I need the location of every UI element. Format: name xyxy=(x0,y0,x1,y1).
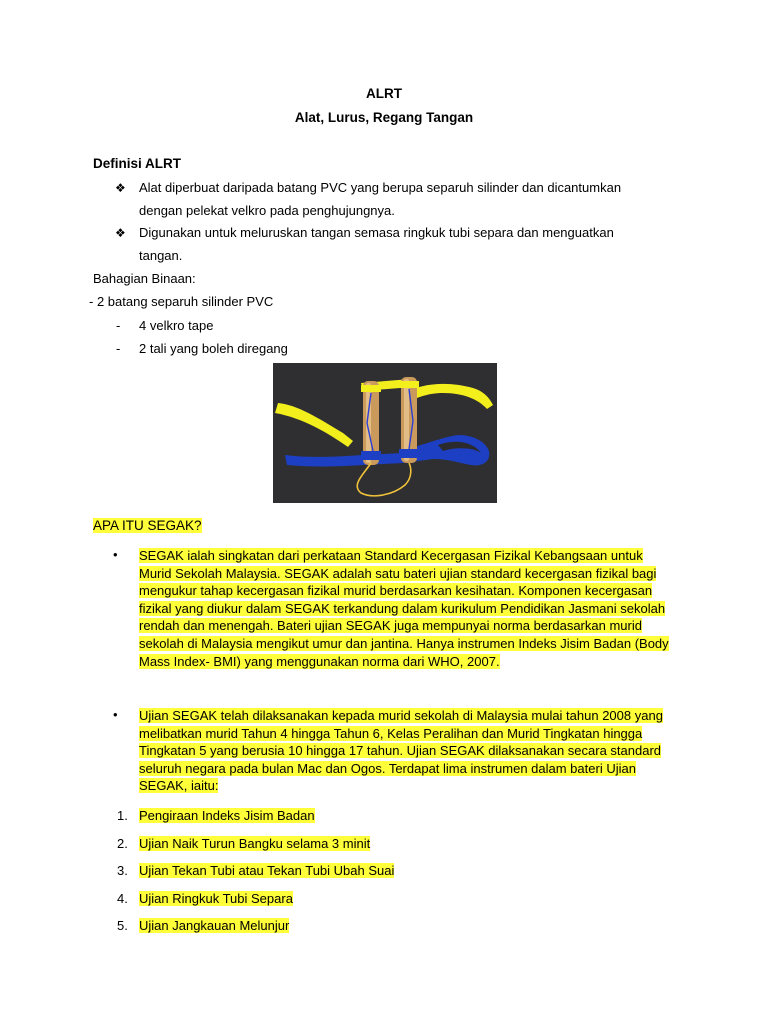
parts-heading: Bahagian Binaan: xyxy=(93,271,196,286)
parts-item-3: 2 tali yang boleh diregang xyxy=(139,341,288,356)
test-item-5: Ujian Jangkauan Melunjur xyxy=(139,918,290,933)
dash-bullet: - xyxy=(116,318,121,333)
alrt-device-photo xyxy=(273,363,497,503)
test-item-2: Ujian Naik Turun Bangku selama 3 minit xyxy=(139,836,371,851)
round-bullet-icon: • xyxy=(113,547,118,562)
parts-item-1: - 2 batang separuh silinder PVC xyxy=(89,294,274,309)
test-number: 5. xyxy=(117,918,128,933)
parts-item-2: 4 velkro tape xyxy=(139,318,214,333)
test-item-4: Ujian Ringkuk Tubi Separa xyxy=(139,891,293,906)
test-number: 1. xyxy=(117,808,128,823)
test-number: 4. xyxy=(117,891,128,906)
definition-heading: Definisi ALRT xyxy=(93,156,182,171)
doc-title: ALRT xyxy=(366,86,402,101)
segak-paragraph-2: Ujian SEGAK telah dilaksanakan kepada murid sekolah di Malaysia mulai tahun 2008 yang melibatkan murid Tahun 4 hingga Tahun 6, Kelas Peralihan dan Murid Tingkatan hingga Tingkatan 5 yang berusia 10 hingga 17 tahun. Ujian SEGAK dilaksanakan secara standard seluruh negara pada bulan Mac dan Ogos. Terdapat lima instrumen dalam bateri Ujian SEGAK, iaitu: xyxy=(139,708,663,794)
definition-bullet-2-line-1: Digunakan untuk meluruskan tangan semasa ringkuk tubi separa dan menguatkan xyxy=(139,225,614,240)
definition-bullet-1-line-1: Alat diperbuat daripada batang PVC yang berupa separuh silinder dan dicantumkan xyxy=(139,180,622,195)
test-item-3: Ujian Tekan Tubi atau Tekan Tubi Ubah Suai xyxy=(139,863,395,878)
round-bullet-icon: • xyxy=(113,707,118,722)
test-number: 2. xyxy=(117,836,128,851)
diamond-bullet-icon: ❖ xyxy=(115,181,126,195)
diamond-bullet-icon: ❖ xyxy=(115,226,126,240)
test-number: 3. xyxy=(117,863,128,878)
doc-subtitle: Alat, Lurus, Regang Tangan xyxy=(294,110,474,125)
test-item-1: Pengiraan Indeks Jisim Badan xyxy=(139,808,315,823)
dash-bullet: - xyxy=(116,341,121,356)
segak-heading: APA ITU SEGAK? xyxy=(93,518,202,533)
segak-paragraph-1: SEGAK ialah singkatan dari perkataan Standard Kecergasan Fizikal Kebangsaan untuk Murid Sekolah Malaysia. SEGAK adalah satu bateri ujian standard kecergasan fizikal bagi mengukur tahap kecergasan fizikal murid berdasarkan kesihatan. Komponen kecergasan fizikal yang diukur dalam SEGAK terkandung dalam kurikulum Pendidikan Jasmani sekolah rendah dan menengah. Bateri ujian SEGAK juga mempunyai norma berdasarkan murid sekolah di Malaysia mengikut umur dan jantina. Hanya instrumen Indeks Jisim Badan (Body Mass Index- BMI) yang menggunakan norma dari WHO, 2007. xyxy=(139,548,669,669)
definition-bullet-1-line-2: dengan pelekat velkro pada penghujungnya. xyxy=(139,203,395,218)
definition-bullet-2-line-2: tangan. xyxy=(139,248,183,263)
alrt-device-illustration xyxy=(273,363,497,503)
